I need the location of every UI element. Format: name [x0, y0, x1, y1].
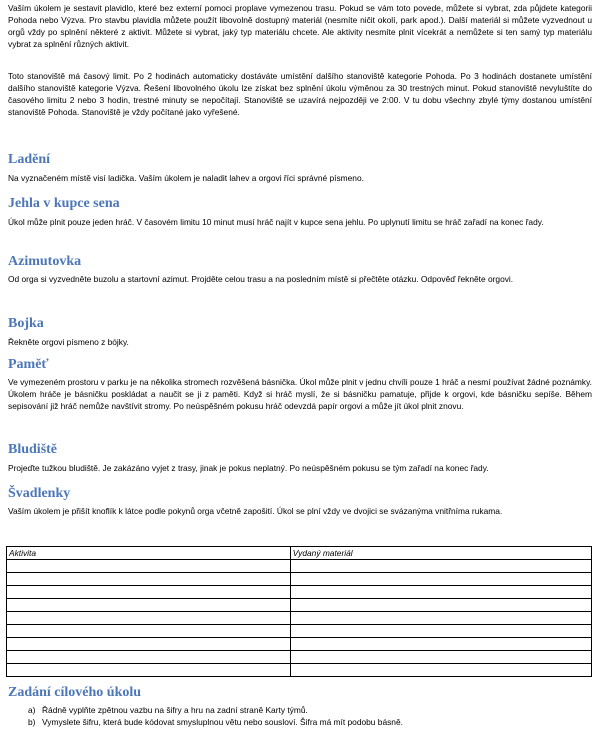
table-cell[interactable] — [7, 560, 291, 573]
list-item-text: Řádně vyplňte zpětnou vazbu na šifry a hru na zadní straně Karty týmů. — [42, 705, 308, 715]
section-text-svadlenky: Vaším úkolem je přišít knoflík k látce podle pokynů orga včetně zapošití. Úkol se plní vždy ve dvojici se svázanýma vnitřníma rukama. — [8, 506, 503, 516]
section-text-bludiste: Projeďte tužkou bludiště. Je zakázáno vyjet z trasy, jinak je pokus neplatný. Po neúspěšném pokusu se tým zařadí na konec řady. — [8, 463, 489, 473]
section-heading-ladeni: Ladění — [8, 152, 51, 167]
section-heading-pamet: Paměť — [8, 357, 49, 372]
table-cell[interactable] — [290, 560, 591, 573]
table-cell[interactable] — [7, 612, 291, 625]
table-row — [7, 638, 592, 651]
list-item — [28, 716, 403, 728]
table-row — [7, 625, 592, 638]
list-marker: a) — [28, 705, 36, 715]
table-cell[interactable] — [290, 625, 591, 638]
table-row — [7, 612, 592, 625]
table-header-row — [7, 547, 592, 560]
target-task-heading: Zadání cílového úkolu — [8, 685, 142, 700]
section-text-azimutovka: Od orga si vyzvedněte buzolu a startovní azimut. Projděte celou trasu a na posledním místě si přečtěte otázku. Odpověď řekněte orgovi. — [8, 274, 514, 284]
table-cell[interactable] — [290, 586, 591, 599]
intro-paragraph-1: Vaším úkolem je sestavit plavidlo, které bez externí pomoci proplave vymezenou trasu. Pokud se vám toto povede, můžete si vybrat, zda půjdete kategorii Pohoda nebo Výzva. Pro stavbu plavidla můžete použít libovolně dostupný materiál (nesmíte ničit okolí, park apod.). Další materiál si můžete vyzvednout u orgů vždy po splnění některé z aktivit. Můžete si vybrat, jaký typ materiálu chcete. Ale aktivity nesmíte plnit vícekrát a nemůžete si ten samý typ materiálu vybrat za splnění různých aktivit. — [8, 3, 592, 49]
table-cell[interactable] — [7, 586, 291, 599]
section-heading-bojka: Bojka — [8, 316, 44, 331]
table-row — [7, 573, 592, 586]
table-row — [7, 599, 592, 612]
table-cell[interactable] — [290, 599, 591, 612]
column-header-activity: Aktivita — [7, 547, 291, 560]
section-text-pamet: Ve vymezeném prostoru v parku je na několika stromech rozvěšená básnička. Úkol může plnit v jednu chvíli pouze 1 hráč a nesmí používat žádné poznámky. Úkolem hráče je básničku poskládat a naučit se ji z paměti. Když si hráč myslí, že si básničku pamatuje, přijde k orgovi, kde básničku sepíše. Během sepisování již hráč nemůže navštívit stromy. Po neúspěšném pokusu hráč odevzdá papír orgovi a může jít úkol plnit znovu. — [8, 377, 592, 411]
section-text-ladeni: Na vyznačeném místě visí ladička. Vaším úkolem je naladit lahev a orgovi říci správné písmeno. — [8, 173, 364, 183]
table-cell[interactable] — [290, 664, 591, 677]
section-heading-azimutovka: Azimutovka — [8, 254, 82, 269]
list-item-text: Vymyslete šifru, která bude kódovat smysluplnou větu nebo sousloví. Šifra má mít podobu básně. — [42, 717, 403, 727]
column-header-material: Vydaný materiál — [290, 547, 591, 560]
table-cell[interactable] — [290, 651, 591, 664]
list-item — [28, 704, 403, 716]
table-row — [7, 586, 592, 599]
table-row — [7, 560, 592, 573]
section-heading-svadlenky: Švadlenky — [8, 486, 71, 501]
activity-table — [6, 546, 592, 677]
intro-paragraph-2: Toto stanoviště má časový limit. Po 2 hodinách automaticky dostáváte umístění dalšího stanoviště kategorie Pohoda. Po 3 hodinách dostanete umístění dalšího stanoviště kategorie Výzva. Řešení libovolného úkolu lze získat bez splnění úkolu výměnou za 30 trestných minut. Pokud stanoviště nevyluštíte do časového limitu 2 nebo 3 hodin, trestné minuty se nepočítají. Stanoviště se uzavírá nejpozději ve 2:00. V tu dobu všechny zbylé týmy dostanou umístění stanoviště Pohoda. Stanoviště je vždy počítané jako vyřešené. — [8, 71, 592, 117]
table-cell[interactable] — [290, 612, 591, 625]
table-row — [7, 664, 592, 677]
section-text-bojka: Řekněte orgovi písmeno z bójky. — [8, 337, 129, 347]
section-heading-jehla: Jehla v kupce sena — [8, 196, 120, 211]
section-heading-bludiste: Bludiště — [8, 442, 58, 457]
section-text-jehla: Úkol může plnit pouze jeden hráč. V časovém limitu 10 minut musí hráč najít v kupce sena jehlu. Po uplynutí limitu se hráč zařadí na konec řady. — [8, 217, 544, 227]
table-cell[interactable] — [7, 664, 291, 677]
table-cell[interactable] — [7, 573, 291, 586]
table-cell[interactable] — [290, 573, 591, 586]
table-cell[interactable] — [7, 638, 291, 651]
table-cell[interactable] — [290, 638, 591, 651]
table-cell[interactable] — [7, 625, 291, 638]
table-row — [7, 651, 592, 664]
table-cell[interactable] — [7, 599, 291, 612]
target-task-list — [28, 704, 403, 728]
list-marker: b) — [28, 717, 36, 727]
table-cell[interactable] — [7, 651, 291, 664]
